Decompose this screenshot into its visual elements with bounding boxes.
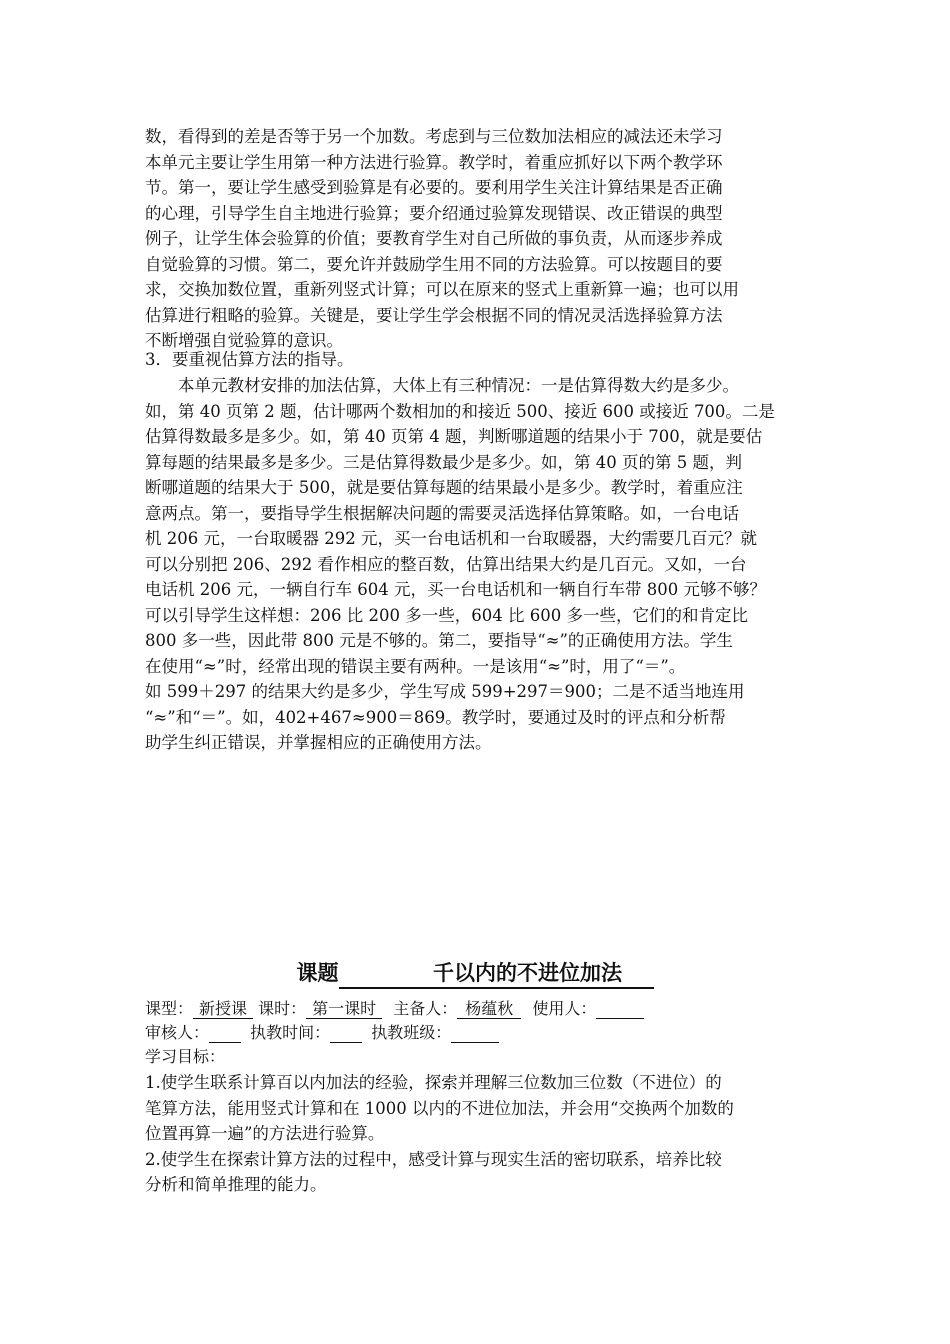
text-line: 如，第 40 页第 2 题，估计哪两个数相加的和接近 500、接近 600 或接近 700。二是	[145, 401, 775, 421]
verification-paragraph	[145, 124, 815, 354]
type-label: 课型：	[145, 999, 194, 1018]
text-line: 例子，让学生体会验算的价值；要教育学生对自己所做的事负责，从而逐步养成	[145, 229, 723, 248]
goal-line: 位置再算一遍”的方法进行验算。	[145, 1124, 385, 1143]
user-label: 使用人：	[532, 999, 597, 1018]
preparer-value: 杨蕴秋	[457, 1000, 521, 1019]
section-heading-estimation: 3．要重视估算方法的指导。	[145, 350, 354, 369]
goals-label: 学习目标：	[145, 1047, 226, 1066]
text-line: 本单元教材安排的加法估算，大体上有三种情况：一是估算得数大约是多少。	[145, 376, 739, 395]
text-line: 电话机 206 元，一辆自行车 604 元，买一台电话机和一辆自行车带 800 元够不够？	[145, 580, 766, 599]
text-line: 助学生纠正错误，并掌握相应的正确使用方法。	[145, 733, 492, 752]
text-line: 不断增强自觉验算的意识。	[145, 331, 343, 350]
text-line: 如 599＋297 的结果大约是多少，学生写成 599+297＝900；二是不适当地连用	[145, 682, 745, 701]
title-pad-right	[622, 961, 685, 985]
text-line: 机 206 元，一台取暖器 292 元，买一台电话机和一台取暖器，大约需要几百元？就	[145, 529, 757, 548]
user-value	[596, 1000, 644, 1019]
reviewer-value	[209, 1024, 241, 1043]
lesson-title-underlined	[339, 957, 654, 989]
goal-line: 笔算方法，能用竖式计算和在 1000 以内的不进位加法，并会用“交换两个加数的	[145, 1098, 734, 1118]
text-line: 自觉验算的习惯。第二，要允许并鼓励学生用不同的方法验算。可以按题目的要	[145, 254, 723, 274]
text-line: “≈”和“＝”。如，402+467≈900＝869。教学时，要通过及时的评点和分析帮	[145, 707, 726, 727]
text-line: 意两点。第一，要指导学生根据解决问题的需要灵活选择估算策略。如，一台电话	[145, 503, 739, 523]
text-line: 可以分别把 206、292 看作相应的整百数，估算出结果大约是几百元。又如，一台	[145, 554, 747, 574]
goal-line: 2.使学生在探索计算方法的过程中，感受计算与现实生活的密切联系，培养比较	[145, 1149, 722, 1169]
title-pad-left	[370, 961, 433, 985]
text-line: 估算得数最多是多少。如，第 40 页第 4 题，判断哪道题的结果小于 700，就是要估	[145, 427, 763, 446]
estimation-paragraph	[145, 373, 815, 756]
text-line: 节。第一，要让学生感受到验算是有必要的。要利用学生关注计算结果是否正确	[145, 178, 723, 197]
meta-line-2	[145, 1021, 845, 1045]
text-line: 在使用“≈”时，经常出现的错误主要有两种。一是该用“≈”时，用了“＝”。	[145, 656, 686, 676]
text-line: 估算进行粗略的验算。关键是，要让学生学会根据不同的情况灵活选择验算方法	[145, 305, 723, 325]
goal-line: 分析和简单推理的能力。	[145, 1175, 327, 1194]
lesson-meta	[145, 997, 845, 1045]
text-line: 数，看得到的差是否等于另一个加数。考虑到与三位数加法相应的减法还未学习	[145, 127, 723, 146]
text-line: 的心理，引导学生自主地进行验算；要介绍通过验算发现错误、改正错误的典型	[145, 203, 723, 223]
preparer-label: 主备人：	[393, 999, 458, 1018]
text-line: 800 多一些，因此带 800 元是不够的。第二，要指导“≈”的正确使用方法。学生	[145, 631, 733, 650]
meta-line-1	[145, 997, 845, 1021]
reviewer-label: 审核人：	[145, 1023, 210, 1042]
teach-time-label: 执教时间：	[250, 1023, 331, 1042]
type-value: 新授课	[193, 1000, 253, 1019]
lesson-title-label: 课题	[296, 961, 339, 985]
period-value: 第一课时	[306, 1000, 382, 1019]
text-line: 算每题的结果最多是多少。三是估算得数最少是多少。如，第 40 页的第 5 题，判	[145, 452, 742, 472]
teach-class-value	[451, 1024, 499, 1043]
lesson-title-text: 千以内的不进位加法	[433, 961, 622, 985]
teach-class-label: 执教班级：	[371, 1023, 452, 1042]
period-label: 课时：	[258, 999, 307, 1018]
text-line: 可以引导学生这样想：206 比 200 多一些，604 比 600 多一些，它们的和肯定比	[145, 605, 748, 625]
text-line: 断哪道题的结果大于 500，就是要估算每题的结果最小是多少。教学时，着重应注	[145, 478, 743, 497]
goal-line: 1.使学生联系计算百以内加法的经验，探索并理解三位数加三位数（不进位）的	[145, 1073, 722, 1092]
text-line: 本单元主要让学生用第一种方法进行验算。教学时，着重应抓好以下两个教学环	[145, 152, 723, 172]
teach-time-value	[330, 1024, 362, 1043]
text-line: 求，交换加数位置，重新列竖式计算；可以在原来的竖式上重新算一遍；也可以用	[145, 280, 739, 299]
lesson-title	[0, 957, 950, 989]
goals-list	[145, 1070, 815, 1198]
